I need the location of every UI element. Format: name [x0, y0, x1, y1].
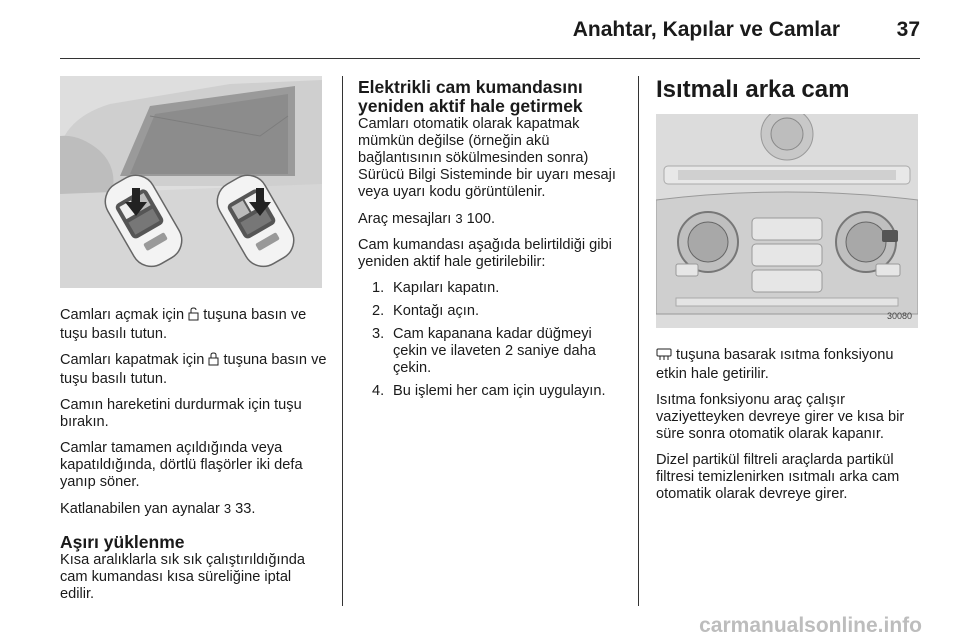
- heating-auto-off-text: Isıtma fonksiyonu araç çalışır vaziyetteyken devreye girer ve kısa bir süre sonra otomatik olarak kapanır.: [656, 392, 905, 442]
- vehicle-messages-reference: Araç mesajları 3 100.: [358, 211, 496, 227]
- steps-intro: Cam kumandası aşağıda belirtildiği gibi yeniden aktif hale getirilebilir:: [358, 237, 612, 270]
- reactivate-intro: Camları otomatik olarak kapatmak mümkün değilse (örneğin akü bağlantısının sökülmesinden sonra) Sürücü Bilgi Sisteminde bir uyarı mesajı veya uyarı kodu görüntülenir.: [358, 116, 616, 200]
- column-divider: [638, 76, 639, 606]
- watermark: carmanualsonline.info: [699, 614, 922, 637]
- left-column: [60, 76, 328, 612]
- page-header: [0, 18, 960, 50]
- reactivate-windows-heading: Elektrikli cam kumandasını yeniden aktif hale getirmek: [358, 77, 583, 116]
- lock-button-icon: [208, 352, 219, 371]
- column-divider: [342, 76, 343, 606]
- figure-code: 30080: [886, 311, 912, 321]
- diesel-filter-note: Dizel partikül filtreli araçlarda partikül filtresi temizlenirken ısıtmalı arka cam otomatik olarak devreye girer.: [656, 452, 900, 502]
- climate-control-panel-svg: [656, 114, 918, 328]
- key-fob-window-illustration-svg: [60, 76, 322, 288]
- reactivation-steps: [358, 280, 624, 400]
- overload-heading: Aşırı yüklenme: [60, 532, 185, 552]
- key-fob-window-illustration: [60, 76, 322, 288]
- heating-activation-text: tuşuna basarak ısıtma fonksiyonu etkin hale getirilir.: [656, 347, 894, 382]
- page-number: 37: [896, 18, 920, 41]
- open-windows-instruction: Camları açmak için tuşuna basın ve tuşu basılı tutun.: [60, 307, 307, 342]
- folding-mirrors-reference: Katlanabilen yan aynalar 3 33.: [60, 501, 256, 517]
- page-reference-icon: 3: [223, 501, 232, 516]
- unlock-button-icon: [188, 307, 199, 326]
- header-title: Anahtar, Kapılar ve Camlar: [572, 18, 840, 41]
- header-rule: [60, 58, 920, 59]
- list-item: 3. Cam kapanana kadar düğmeyi çekin ve ilaveten 2 saniye daha çekin.: [372, 326, 596, 376]
- page-reference-icon: 3: [455, 211, 463, 226]
- rear-window-heater-icon: [656, 348, 672, 366]
- hazard-flash-note: Camlar tamamen açıldığında veya kapatıldığında, dörtlü flaşörler iki defa yanıp söner.: [60, 440, 303, 490]
- climate-control-panel-illustration: [656, 114, 918, 328]
- list-item: 2. Kontağı açın.: [372, 303, 480, 319]
- overload-text: Kısa aralıklarla sık sık çalıştırıldığında cam kumandası kısa süreliğine iptal edilir.: [60, 552, 305, 602]
- list-item: 4. Bu işlemi her cam için uygulayın.: [372, 383, 606, 399]
- right-column: [656, 76, 922, 512]
- close-windows-instruction: Camları kapatmak için tuşuna basın ve tuşu basılı tutun.: [60, 352, 327, 387]
- heated-rear-window-heading: Isıtmalı arka cam: [656, 76, 850, 103]
- middle-column: [358, 78, 624, 409]
- stop-window-instruction: Camın hareketini durdurmak için tuşu bırakın.: [60, 397, 302, 430]
- list-item: 1. Kapıları kapatın.: [372, 280, 500, 296]
